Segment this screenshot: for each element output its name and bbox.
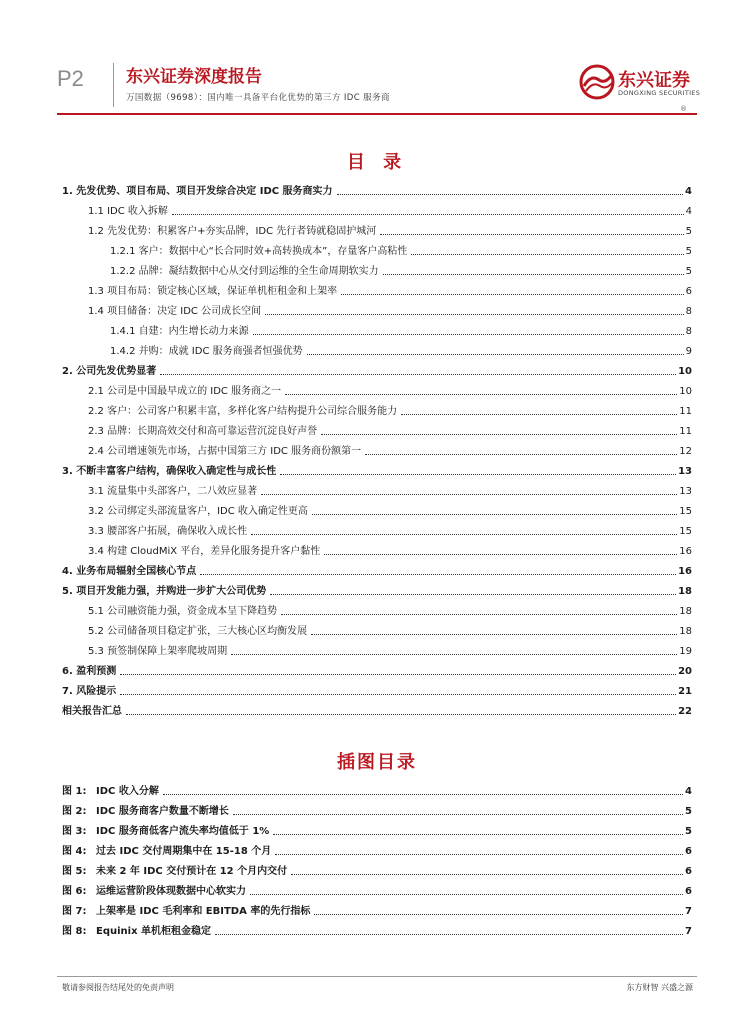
toc-entry[interactable]: 7. 风险提示 21 [62,686,692,697]
figure-entry[interactable]: 图 1: IDC 收入分解 4 [62,786,692,797]
toc-entry[interactable]: 6. 盈利预测 20 [62,666,692,677]
toc-entry[interactable]: 1.1 IDC 收入拆解 4 [88,206,692,217]
header-rule [57,113,697,115]
toc-entry[interactable]: 3.2 公司绑定头部流量客户，IDC 收入确定性更高 15 [88,506,692,517]
toc-entry[interactable]: 2.4 公司增速领先市场，占据中国第三方 IDC 服务商份额第一 12 [88,446,692,457]
page-number: P2 [57,66,84,91]
footer-slogan: 东方财智 兴盛之源 [626,983,693,992]
toc-entry[interactable]: 4. 业务布局辐射全国核心节点 16 [62,566,692,577]
toc-entry[interactable]: 2. 公司先发优势显著 10 [62,366,692,377]
toc-entry[interactable]: 3.3 腰部客户拓展，确保收入成长性 15 [88,526,692,537]
toc-entry[interactable]: 1.2.2 品牌：凝结数据中心从交付到运维的全生命周期软实力 5 [110,266,692,277]
toc-entry[interactable]: 1.2 先发优势：积累客户+夯实品牌，IDC 先行者铸就稳固护城河 5 [88,226,692,237]
toc-entry[interactable]: 相关报告汇总 22 [62,706,692,717]
registered-mark: ® [680,105,687,113]
toc-entry[interactable]: 1.3 项目布局：锁定核心区域，保证单机柜租金和上架率 6 [88,286,692,297]
toc-entry[interactable]: 5.1 公司融资能力强，资金成本呈下降趋势 18 [88,606,692,617]
figure-entry[interactable]: 图 8: Equinix 单机柜租金稳定 7 [62,926,692,937]
logo-english-name: DONGXING SECURITIES [618,89,701,97]
toc-entry[interactable]: 3.4 构建 CloudMiX 平台，差异化服务提升客户黏性 16 [88,546,692,557]
toc-title: 目 录 [346,152,408,173]
toc-entry[interactable]: 1. 先发优势、项目布局、项目开发综合决定 IDC 服务商实力 4 [62,186,692,197]
toc-entry[interactable]: 3.1 流量集中头部客户，二八效应显著 13 [88,486,692,497]
toc-entry[interactable]: 2.1 公司是中国最早成立的 IDC 服务商之一 10 [88,386,692,397]
figures-title: 插图目录 [337,752,417,773]
header-divider [113,63,114,107]
toc-entry[interactable]: 1.2.1 客户：数据中心“长合同时效+高转换成本”，存量客户高粘性 5 [110,246,692,257]
toc-entry[interactable]: 5.2 公司储备项目稳定扩张，三大核心区均衡发展 18 [88,626,692,637]
toc-entry[interactable]: 5.3 预签制保障上架率爬坡周期 19 [88,646,692,657]
toc-entry[interactable]: 1.4.2 并购：成就 IDC 服务商强者恒强优势 9 [110,346,692,357]
figure-entry[interactable]: 图 7: 上架率是 IDC 毛利率和 EBITDA 率的先行指标 7 [62,906,692,917]
report-title: 东兴证券深度报告 [126,67,262,87]
footer-rule [57,976,697,977]
logo-name: 东兴证券 [618,70,690,91]
toc-entry[interactable]: 5. 项目开发能力强，并购进一步扩大公司优势 18 [62,586,692,597]
figure-entry[interactable]: 图 2: IDC 服务商客户数量不断增长 5 [62,806,692,817]
figure-entry[interactable]: 图 6: 运维运营阶段体现数据中心软实力 6 [62,886,692,897]
report-subtitle: 万国数据（9698）：国内唯一具备平台化优势的第三方 IDC 服务商 [126,93,390,103]
toc-entry[interactable]: 3. 不断丰富客户结构，确保收入确定性与成长性 13 [62,466,692,477]
figure-entry[interactable]: 图 5: 未来 2 年 IDC 交付预计在 12 个月内交付 6 [62,866,692,877]
toc-entry[interactable]: 2.2 客户：公司客户积累丰富，多样化客户结构提升公司综合服务能力 11 [88,406,692,417]
figure-entry[interactable]: 图 3: IDC 服务商低客户流失率均值低于 1% 5 [62,826,692,837]
toc-entry[interactable]: 1.4 项目储备：决定 IDC 公司成长空间 8 [88,306,692,317]
disclaimer-note: 敬请参阅报告结尾处的免责声明 [62,983,174,992]
figure-entry[interactable]: 图 4: 过去 IDC 交付周期集中在 15-18 个月 6 [62,846,692,857]
toc-entry[interactable]: 1.4.1 自建：内生增长动力来源 8 [110,326,692,337]
toc-entry[interactable]: 2.3 品牌：长期高效交付和高可靠运营沉淀良好声誉 11 [88,426,692,437]
